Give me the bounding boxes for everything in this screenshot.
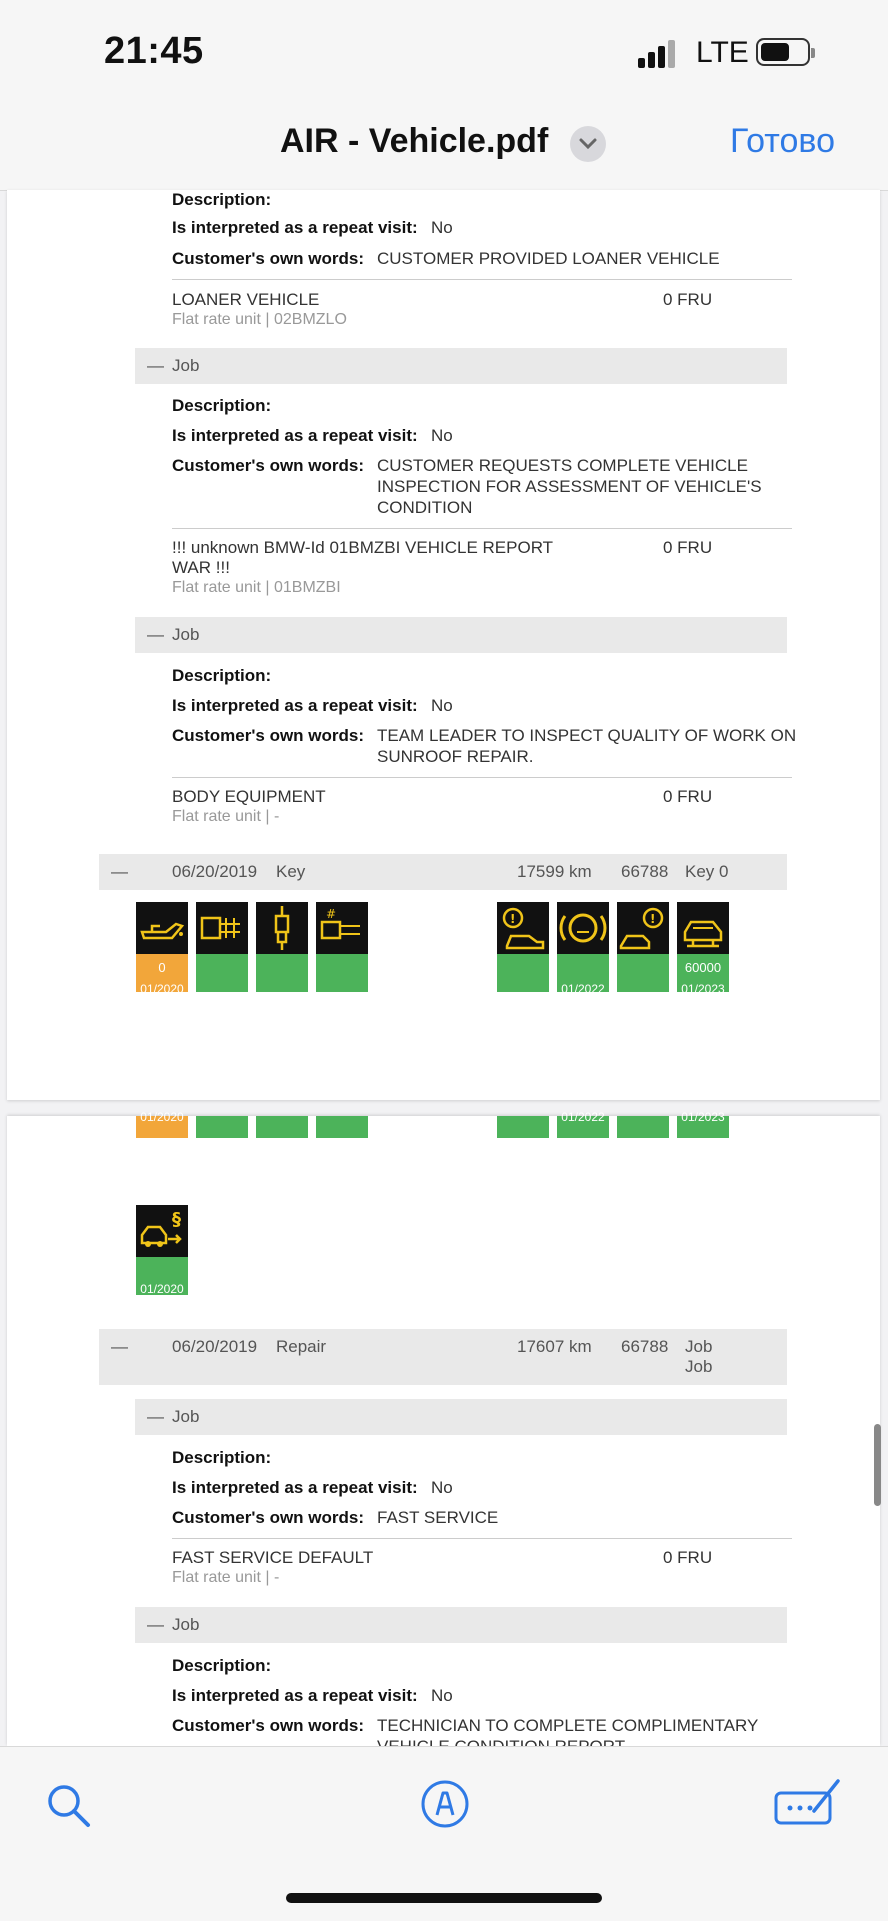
- customer-words-label: Customer's own words:: [172, 249, 365, 268]
- customer-words-value: SUNROOF REPAIR.: [377, 747, 534, 766]
- service-tile-bottom: [677, 1110, 729, 1138]
- divider: [172, 528, 792, 529]
- customer-words-value: TECHNICIAN TO COMPLETE COMPLIMENTARY: [377, 1716, 759, 1735]
- tile-date: 01/2022: [561, 982, 605, 996]
- visit-code: 66788: [621, 862, 669, 881]
- visit-date: 06/20/2019: [172, 1337, 258, 1356]
- oil-can-icon: [136, 902, 188, 954]
- job-item-name: FAST SERVICE DEFAULT: [172, 1548, 374, 1567]
- markup-pen-icon[interactable]: [420, 1779, 470, 1829]
- visit-extra: Job: [685, 1357, 713, 1376]
- tile-date: 01/2023: [681, 1110, 725, 1124]
- description-label: Description:: [172, 1448, 272, 1467]
- visit-mileage: 17607 km: [517, 1337, 592, 1356]
- job-item-name: !!! unknown BMW-Id 01BMZBI VEHICLE REPORT: [172, 538, 554, 557]
- description-label: Description:: [172, 1656, 272, 1675]
- done-button[interactable]: Готово: [730, 122, 835, 160]
- customer-words-label: Customer's own words:: [172, 1716, 365, 1735]
- customer-words-value: TEAM LEADER TO INSPECT QUALITY OF WORK ON: [377, 726, 797, 745]
- customer-words-label: Customer's own words:: [172, 456, 365, 475]
- rear-brake-car-icon: [617, 902, 669, 954]
- collapse-icon[interactable]: —: [147, 356, 164, 375]
- repeat-visit-value: No: [431, 696, 453, 715]
- svg-text:!: !: [650, 912, 656, 926]
- job-header-label: Job: [172, 1407, 200, 1426]
- service-tile: [677, 902, 729, 996]
- collapse-icon[interactable]: —: [147, 625, 164, 644]
- job-item-sub: Flat rate unit | 02BMZLO: [172, 311, 347, 328]
- tile-value: 0: [158, 960, 166, 975]
- customer-words-value: INSPECTION FOR ASSESSMENT OF VEHICLE'S: [377, 477, 762, 496]
- description-label: Description:: [172, 666, 272, 685]
- job-header[interactable]: [135, 348, 787, 384]
- job-item-name: BODY EQUIPMENT: [172, 787, 326, 806]
- service-tile: [256, 902, 308, 992]
- tile-date: 01/2020: [140, 1110, 184, 1124]
- brake-fluid-icon: [557, 902, 609, 954]
- service-tile: [497, 902, 549, 992]
- job-item-fru: 0 FRU: [663, 290, 713, 309]
- repeat-visit-value: No: [431, 1478, 453, 1497]
- front-brake-fluid-car-icon: [497, 902, 549, 954]
- customer-words-value: CUSTOMER PROVIDED LOANER VEHICLE: [377, 249, 720, 268]
- repeat-visit-label: Is interpreted as a repeat visit:: [172, 696, 418, 715]
- divider: [172, 777, 792, 778]
- customer-words-value: FAST SERVICE: [377, 1508, 499, 1527]
- pdf-page-2[interactable]: [7, 1110, 880, 1746]
- spark-plug-icon: [256, 902, 308, 954]
- front-brake-icon: [196, 902, 248, 954]
- job-item-sub: Flat rate unit | -: [172, 808, 280, 825]
- repeat-visit-label: Is interpreted as a repeat visit:: [172, 426, 418, 445]
- collapse-icon[interactable]: —: [111, 862, 128, 881]
- service-tile: [557, 902, 609, 996]
- collapse-icon[interactable]: —: [147, 1615, 164, 1634]
- repeat-visit-value: No: [431, 218, 453, 237]
- visit-type: Key: [276, 862, 306, 881]
- service-tile-bottom: [316, 1116, 368, 1138]
- service-tile: [617, 902, 669, 992]
- rear-brake-icon: [316, 902, 368, 954]
- tile-date: 01/2020: [140, 1282, 184, 1296]
- repeat-visit-label: Is interpreted as a repeat visit:: [172, 218, 418, 237]
- visit-extra: Key 0: [685, 862, 729, 881]
- job-header-label: Job: [172, 356, 200, 375]
- repeat-visit-value: No: [431, 426, 453, 445]
- svg-text:§: §: [172, 1209, 181, 1230]
- service-tile-bottom: [497, 1116, 549, 1138]
- visit-extra: Job: [685, 1337, 713, 1356]
- chevron-down-icon[interactable]: [570, 126, 606, 162]
- vehicle-inspection-icon: [136, 1205, 188, 1257]
- vehicle-check-icon: [677, 902, 729, 954]
- visit-header[interactable]: [99, 854, 787, 890]
- scrollbar-thumb[interactable]: [874, 1424, 881, 1506]
- service-tile: [136, 1205, 188, 1295]
- job-header-label: Job: [172, 1615, 200, 1634]
- repeat-visit-value: No: [431, 1686, 453, 1705]
- job-item-name: LOANER VEHICLE: [172, 290, 320, 309]
- network-type: LTE: [696, 36, 749, 69]
- job-header[interactable]: [135, 617, 787, 653]
- repeat-visit-label: Is interpreted as a repeat visit:: [172, 1478, 418, 1497]
- tile-date: 01/2023: [681, 982, 725, 996]
- service-tile: [196, 902, 248, 992]
- job-item-name: WAR !!!: [172, 558, 230, 577]
- visit-date: 06/20/2019: [172, 862, 258, 881]
- search-icon[interactable]: [44, 1781, 92, 1829]
- visit-header[interactable]: [99, 1329, 787, 1385]
- service-tile-bottom: [557, 1110, 609, 1138]
- home-indicator[interactable]: [286, 1893, 602, 1903]
- customer-words-value: CUSTOMER REQUESTS COMPLETE VEHICLE: [377, 456, 748, 475]
- service-tile-bottom: [617, 1116, 669, 1138]
- divider: [172, 279, 792, 280]
- job-header[interactable]: [135, 1607, 787, 1643]
- job-item-fru: 0 FRU: [663, 1548, 713, 1567]
- job-header[interactable]: [135, 1399, 787, 1435]
- job-item-fru: 0 FRU: [663, 538, 713, 557]
- document-title[interactable]: AIR - Vehicle.pdf: [280, 122, 549, 160]
- visit-mileage: 17599 km: [517, 862, 592, 881]
- cellular-signal-icon: [638, 40, 678, 68]
- divider: [172, 1538, 792, 1539]
- battery-icon: [756, 38, 810, 66]
- customer-words-value: CONDITION: [377, 498, 473, 517]
- job-item-sub: Flat rate unit | 01BMZBI: [172, 579, 341, 596]
- visit-code: 66788: [621, 1337, 669, 1356]
- service-tile: [136, 902, 188, 996]
- tile-date: 01/2022: [561, 1110, 605, 1124]
- tile-date: 01/2020: [140, 982, 184, 996]
- top-bar: [0, 0, 888, 191]
- job-item-fru: 0 FRU: [663, 787, 713, 806]
- svg-text:!: !: [510, 912, 516, 926]
- customer-words-label: Customer's own words:: [172, 1508, 365, 1527]
- status-time: 21:45: [104, 30, 204, 72]
- signature-icon[interactable]: [774, 1777, 842, 1827]
- service-tile-bottom: [196, 1116, 248, 1138]
- collapse-icon[interactable]: —: [147, 1407, 164, 1426]
- description-label: Description:: [172, 396, 272, 415]
- visit-type: Repair: [276, 1337, 327, 1356]
- pdf-page-1[interactable]: [7, 190, 880, 1100]
- description-label: Description:: [172, 190, 272, 209]
- service-tile-bottom: [256, 1116, 308, 1138]
- job-item-sub: Flat rate unit | -: [172, 1569, 280, 1586]
- customer-words-label: Customer's own words:: [172, 726, 365, 745]
- repeat-visit-label: Is interpreted as a repeat visit:: [172, 1686, 418, 1705]
- service-tile: [316, 902, 368, 992]
- job-header-label: Job: [172, 625, 200, 644]
- service-tile-bottom: [136, 1110, 188, 1138]
- svg-text:#: #: [326, 907, 337, 921]
- collapse-icon[interactable]: —: [111, 1337, 128, 1356]
- tile-value: 60000: [684, 960, 722, 975]
